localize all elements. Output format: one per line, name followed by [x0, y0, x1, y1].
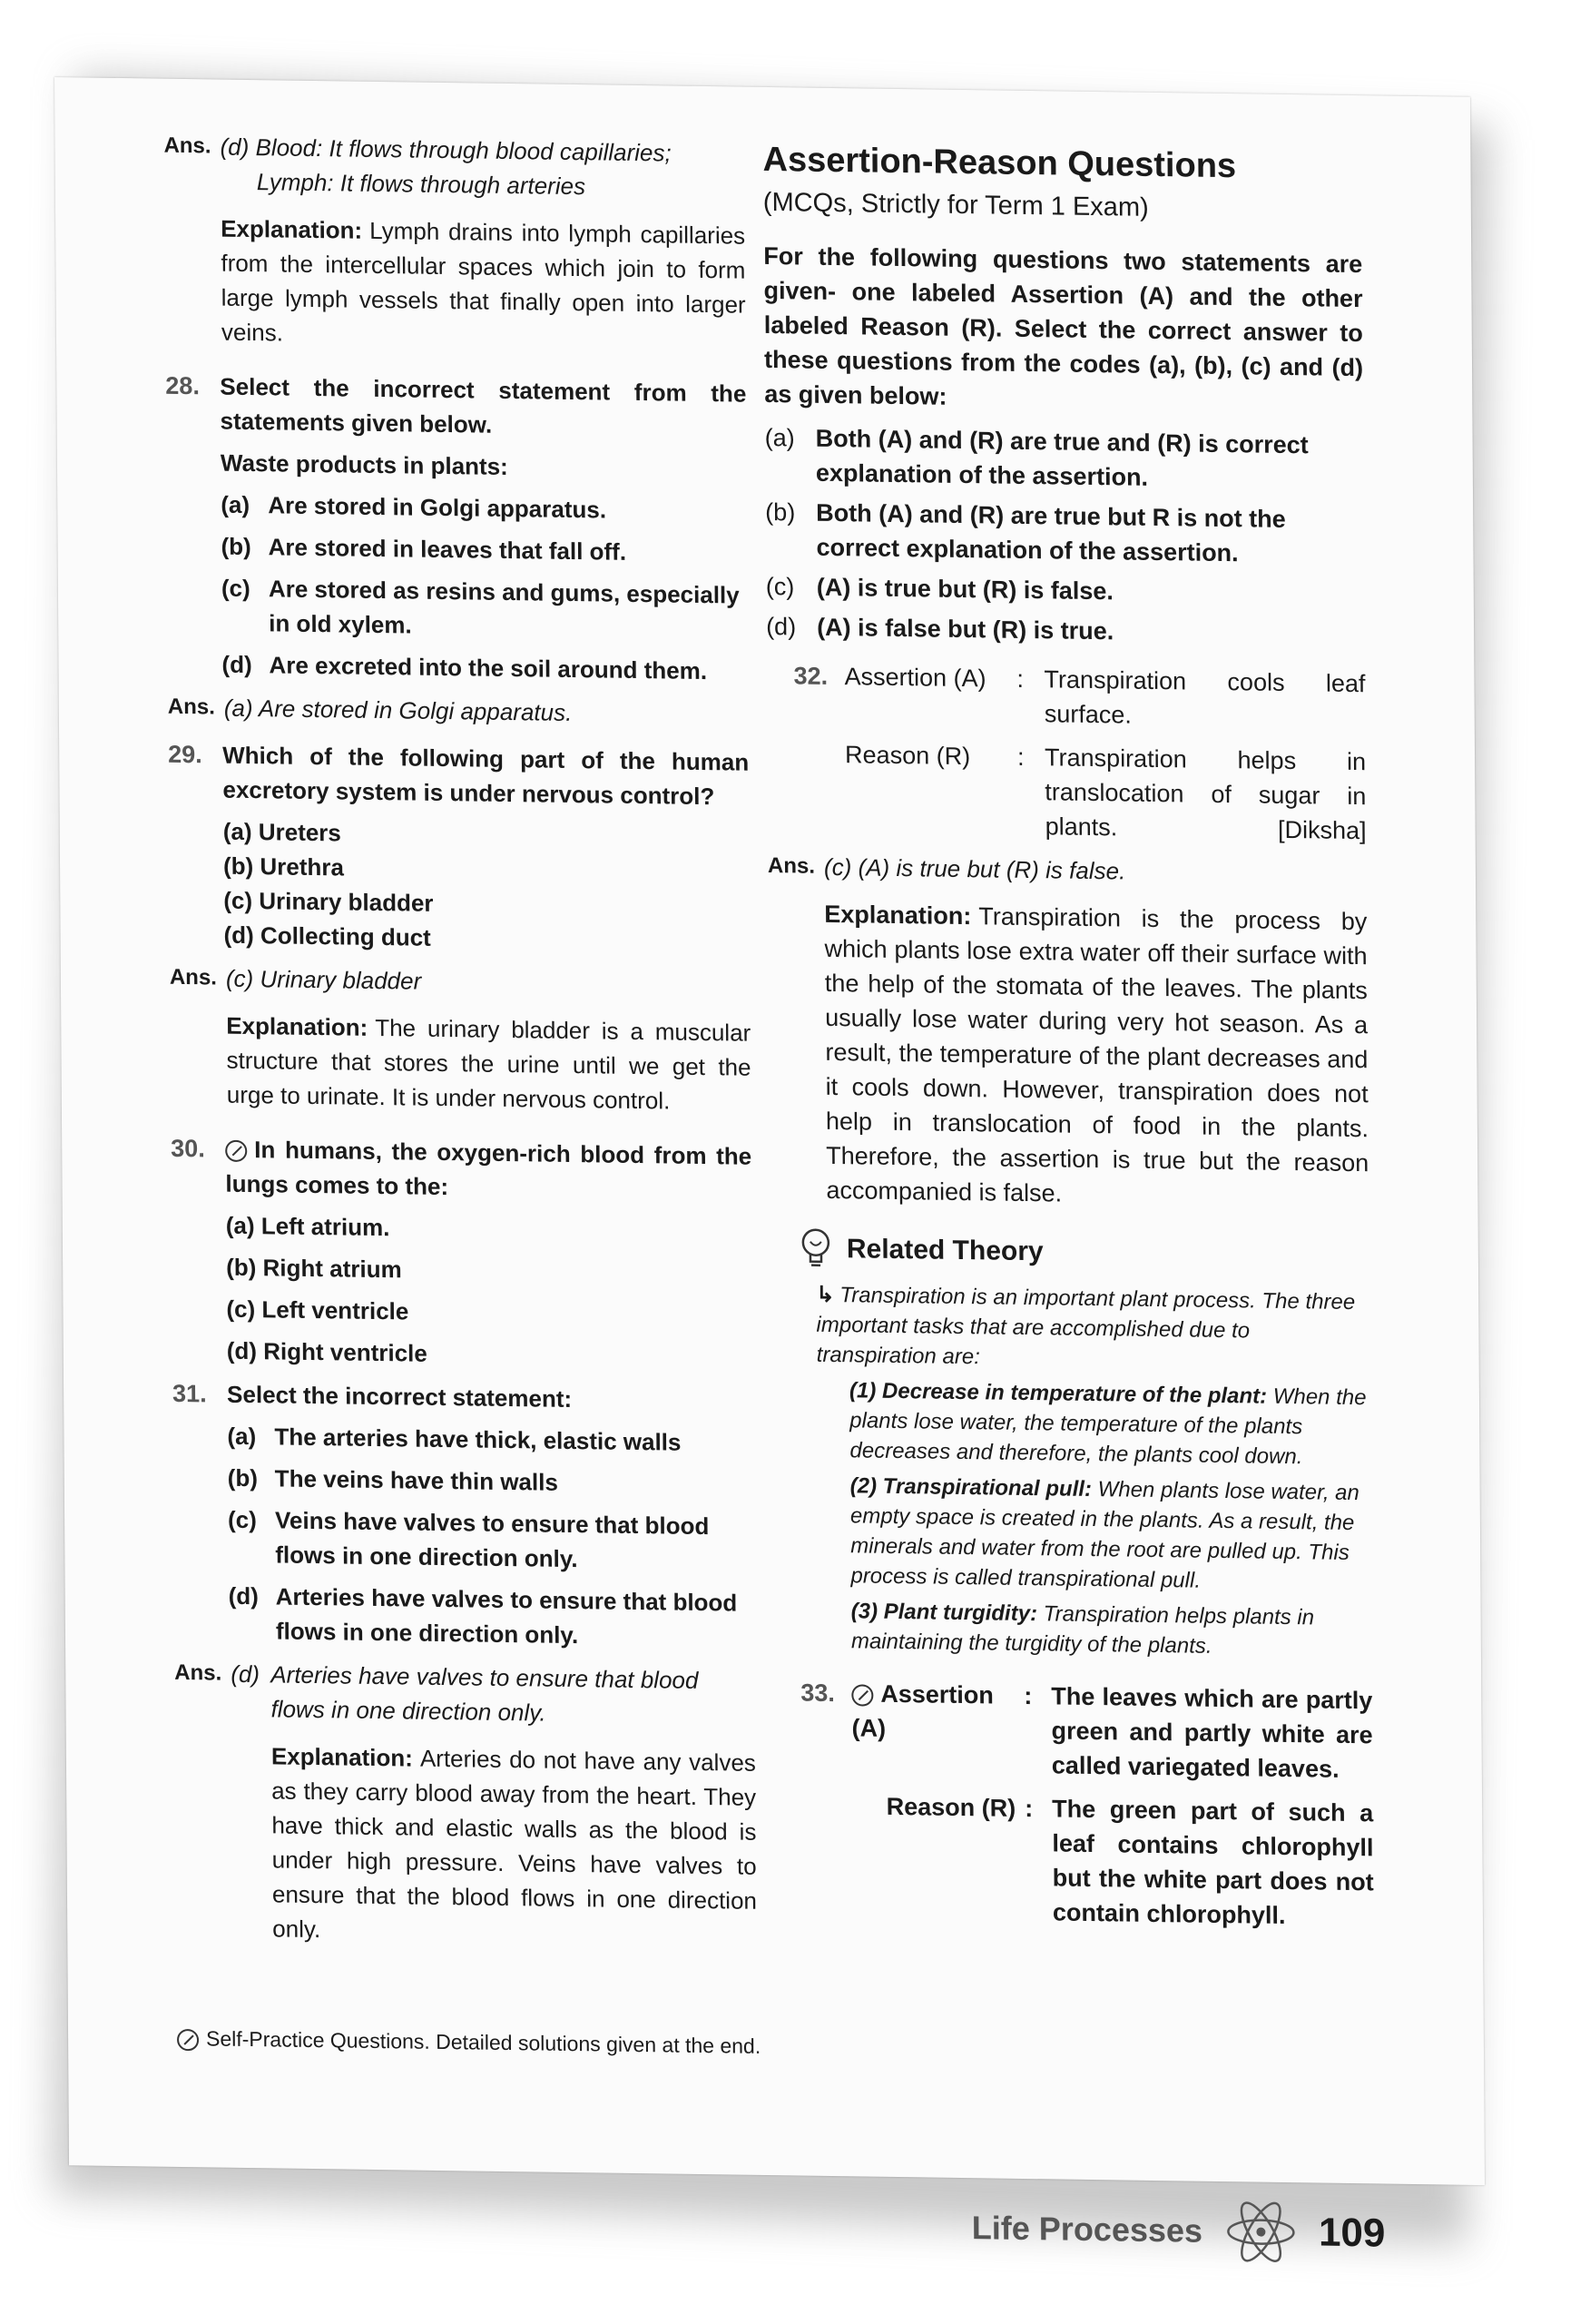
answer-label: Ans.: [174, 1659, 222, 1686]
question-number: 31.: [172, 1379, 207, 1408]
question-text: Which of the following part of the human excretory system is under nervous control?: [222, 741, 750, 811]
question-number: 28.: [165, 371, 201, 400]
option: (a) Are stored in Golgi apparatus.: [221, 490, 607, 524]
explanation-text: Arteries do not have any valves as they carry blood away from the heart. They have thick and elastic walls as the blood is under high pressure. Veins have valves to ensure that the blood flows in one direction only.: [271, 1744, 758, 1944]
option: (d) Right ventricle: [226, 1336, 427, 1367]
explanation-label: Explanation:: [824, 900, 972, 931]
question-number: 33.: [800, 1679, 835, 1708]
assertion-label: Assertion (A): [851, 1679, 994, 1742]
reason-label: Reason (R): [886, 1792, 1016, 1822]
q27-explanation: [221, 212, 746, 357]
explanation-text: Lymph drains into lymph capillaries from the intercellular spaces which join to form large lymph vessels that finally open into larger veins.: [221, 216, 746, 347]
option: (a) Left atrium.: [225, 1211, 390, 1242]
reason-row: Reason (R) : The green part of such a leaf contains chlorophyll but the white part does not contain chlorophyll.: [801, 1788, 1374, 1935]
q29-options: [223, 814, 751, 960]
question-text: Select the incorrect statement:: [226, 1380, 573, 1413]
theory-intro: Transpiration is an important plant process. The three important tasks that are accomplished due to transpiration are:: [816, 1283, 1356, 1370]
left-column: [163, 129, 757, 1973]
answer-codes: [765, 420, 1366, 652]
option: (d) Arteries have valves to ensure that blood flows in one direction only.: [228, 1581, 738, 1649]
lightbulb-icon: [798, 1226, 834, 1271]
code-item: (a) Both (A) and (R) are true and (R) is correct explanation of the assertion.: [764, 423, 1309, 491]
assertion-text: Transpiration cools leaf surface.: [1044, 665, 1366, 729]
answer-text: (c) (A) is true but (R) is false.: [823, 852, 1126, 885]
q32-explanation: [824, 897, 1369, 1215]
option: (b) Are stored in leaves that fall off.: [221, 532, 627, 566]
chapter-title: Life Processes: [971, 2209, 1203, 2250]
answer-line-2: Lymph: It flows through arteries: [256, 168, 586, 201]
question-text: Select the incorrect statement from the statements given below.: [220, 372, 747, 438]
footnote: [177, 2026, 761, 2059]
option: (b) The veins have thin walls: [227, 1463, 558, 1496]
question-number: 32.: [793, 662, 829, 690]
section-intro: For the following questions two statements are given- one labeled Assertion (A) and the other labeled Reason (R). Select the correct answer to these questions from the codes (a), (b), (c) and (d) as given below:: [763, 241, 1364, 410]
q29-explanation: [226, 1009, 751, 1119]
q31-explanation: [271, 1738, 758, 1952]
q32-answer: [768, 849, 1367, 891]
answer-line-1: Blood: It flows through blood capillaries;: [255, 133, 672, 167]
theory-item: (2) Transpirational pull: When plants lose water, an empty space is created in the plants. As a result, the minerals and water from the root are pulled up. This process is called transpirational pull.: [849, 1473, 1359, 1593]
answer-label: Ans.: [167, 694, 215, 720]
question-32: [793, 658, 1366, 848]
option: (c) Left ventricle: [226, 1295, 409, 1325]
book-page: [54, 77, 1485, 2256]
reason-text: The green part of such a leaf contains chlorophyll but the white part does not contain chlorophyll.: [1052, 1795, 1374, 1929]
option: (a) Ureters: [222, 817, 341, 847]
section-subheading: (MCQs, Strictly for Term 1 Exam): [762, 187, 1149, 222]
arrow-icon: ↳: [816, 1282, 835, 1308]
option: (d) Are excreted into the soil around them.: [221, 650, 708, 685]
answer-text: (c) Urinary bladder: [225, 964, 422, 995]
explanation-text: Transpiration is the process by which plants lose extra water off their surface with the help of the stomata of the leaves. The plants usually lose water during very hot season. As a result, the temperature of the plant decreases and it cools down. However, transpiration does not help in translocation of food in the plants. Therefore, the assertion is true but the reason accompanied is false.: [824, 902, 1369, 1207]
q29-answer: [170, 960, 751, 1003]
question-number: 30.: [171, 1134, 205, 1163]
q27-answer: [163, 129, 745, 206]
theory-item: (1) Decrease in temperature of the plant: When the plants lose water, the temperature of the plants decreases and therefore, the plants cool down.: [849, 1378, 1367, 1470]
self-practice-icon: [177, 2029, 199, 2051]
answer-text: Arteries have valves to ensure that blood flows in one direction only.: [270, 1660, 699, 1727]
theory-title: Related Theory: [846, 1234, 1044, 1267]
answer-letter: (d): [231, 1659, 260, 1689]
question-text: In humans, the oxygen-rich blood from the lungs comes to the:: [225, 1136, 752, 1201]
option: (c) Veins have valves to ensure that blood flows in one direction only.: [227, 1505, 710, 1573]
related-theory-header: [798, 1226, 1369, 1278]
q28-options: [221, 446, 749, 689]
answer-label: Ans.: [169, 964, 218, 990]
question-33: [800, 1676, 1374, 1935]
explanation-label: Explanation:: [270, 1742, 413, 1772]
related-theory: [816, 1280, 1372, 1664]
question-29: [168, 737, 750, 814]
option: (c) Are stored as resins and gums, especially in old xylem.: [221, 574, 740, 639]
option: (b) Urethra: [222, 852, 345, 881]
option: (a) The arteries have thick, elastic walls: [227, 1422, 682, 1456]
assertion-text: The leaves which are partly green and partly white are called variegated leaves.: [1051, 1682, 1373, 1783]
assertion-label: Assertion (A): [844, 663, 986, 693]
source-tag: [Diksha]: [1277, 815, 1367, 845]
atom-icon: [1224, 2195, 1298, 2269]
assertion-row: 32. Assertion (A) : Transpiration cools leaf surface.: [793, 658, 1366, 735]
code-item: (d) (A) is false but (R) is true.: [766, 612, 1114, 645]
answer-letter: (d): [220, 133, 250, 161]
question-28: [165, 369, 747, 446]
question-30: [171, 1131, 752, 1208]
explanation-label: Explanation:: [221, 214, 363, 244]
code-item: (b) Both (A) and (R) are true but R is not the correct explanation of the assertion.: [765, 497, 1286, 567]
q31-options: [227, 1419, 755, 1655]
section-heading: Assertion-Reason Questions: [762, 140, 1237, 186]
footnote-text: Self-Practice Questions. Detailed solutions given at the end.: [205, 2026, 761, 2058]
option: (d) Collecting duct: [223, 921, 431, 951]
page-footer: [972, 2191, 1386, 2270]
reason-row: Reason (R) : Transpiration helps in translocation of sugar in plants. [Diksha]: [794, 736, 1367, 848]
explanation-text: The urinary bladder is a muscular structure that stores the urine until we get the urge to urinate. It is under nervous control.: [226, 1013, 751, 1115]
explanation-label: Explanation:: [226, 1011, 368, 1041]
self-practice-icon: [851, 1684, 873, 1706]
theory-item: (3) Plant turgidity: Transpiration helps plants in maintaining the turgidity of the plants.: [850, 1599, 1315, 1659]
q30-options: [226, 1208, 753, 1375]
question-number: 29.: [168, 740, 202, 769]
option: (b) Right atrium: [226, 1253, 402, 1284]
reason-label: Reason (R): [844, 741, 971, 771]
answer-label: Ans.: [163, 133, 211, 159]
reason-text: Transpiration helps in translocation of sugar in plants.: [1044, 743, 1367, 842]
assertion-row: 33. Assertion (A) : The leaves which are partly green and partly white are called variegated leaves.: [800, 1676, 1373, 1787]
answer-label: Ans.: [767, 852, 816, 879]
right-column: [762, 137, 1374, 1943]
page-number: 109: [1318, 2210, 1386, 2256]
question-31: [172, 1376, 753, 1419]
answer-text: (a) Are stored in Golgi apparatus.: [223, 694, 573, 726]
q31-answer: [174, 1656, 756, 1733]
self-practice-icon: [225, 1140, 247, 1162]
q28-answer: [168, 690, 749, 733]
option: (c) Urinary bladder: [223, 886, 434, 917]
question-subtext: Waste products in plants:: [220, 448, 508, 480]
code-item: (c) (A) is true but (R) is false.: [765, 572, 1114, 606]
